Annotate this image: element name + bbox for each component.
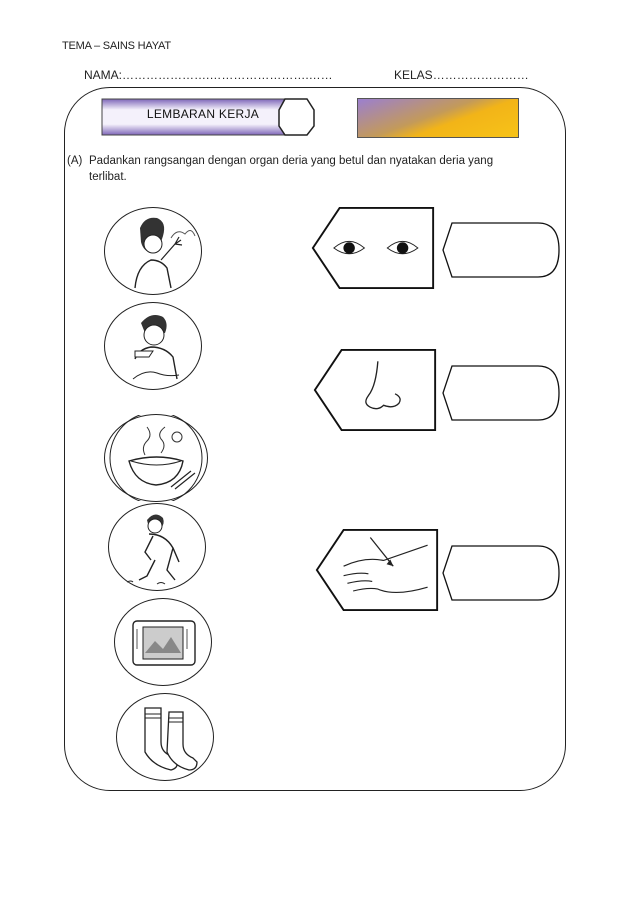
answer-box-3[interactable]	[442, 545, 560, 601]
hearing-icon[interactable]	[104, 302, 202, 390]
answer-box-2[interactable]	[442, 365, 560, 421]
class-field[interactable]: KELAS……………………	[394, 68, 529, 82]
smelling-flower-icon[interactable]	[104, 207, 202, 295]
answer-box-1[interactable]	[442, 222, 560, 278]
hot-food-icon[interactable]	[104, 414, 208, 502]
hand-icon[interactable]	[312, 528, 442, 612]
television-icon[interactable]	[114, 598, 212, 686]
instruction	[67, 153, 567, 185]
worksheet-theme: TEMA – SAINS HAYAT	[62, 40, 171, 52]
nose-icon[interactable]	[310, 348, 440, 432]
eyes-icon[interactable]	[308, 206, 438, 290]
name-field[interactable]: NAMA:………………….…………………….……	[84, 68, 333, 82]
instruction-line-1: Padankan rangsangan dengan organ deria yang betul dan nyatakan deria yang	[89, 155, 494, 167]
color-banner	[357, 98, 519, 138]
socks-icon[interactable]	[116, 693, 214, 781]
instruction-line-2: terlibat.	[89, 171, 127, 183]
stepping-icon[interactable]	[108, 503, 206, 591]
worksheet-title: LEMBARAN KERJA	[146, 107, 260, 121]
question-letter: (A)	[67, 155, 83, 167]
